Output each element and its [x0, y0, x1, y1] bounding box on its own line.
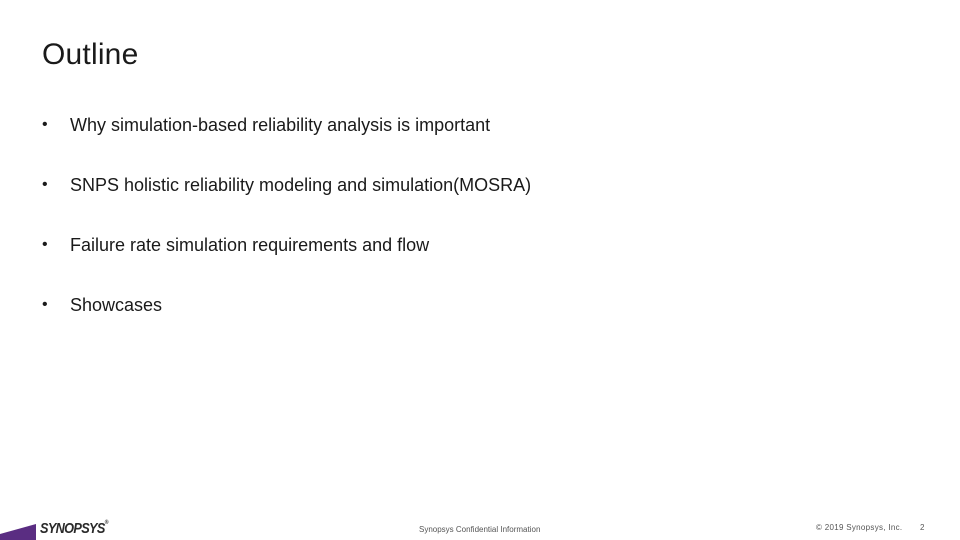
- bullet-text: SNPS holistic reliability modeling and simulation(MOSRA): [70, 174, 532, 195]
- bullet-item: [42, 174, 531, 196]
- bullet-item: [42, 294, 531, 316]
- page-number: 2: [920, 523, 925, 532]
- bullet-icon: •: [42, 236, 48, 253]
- bullet-icon: •: [42, 116, 48, 133]
- bullet-list: [42, 114, 531, 354]
- bullet-text: Why simulation-based reliability analysis is important: [70, 114, 491, 135]
- bullet-icon: •: [42, 296, 48, 313]
- bullet-item: [42, 114, 531, 136]
- copyright-notice: © 2019 Synopsys, Inc.: [816, 523, 903, 532]
- footer-accent-bar: [0, 520, 36, 540]
- bullet-icon: •: [42, 176, 48, 193]
- synopsys-logo: SYNOPSYS®: [40, 520, 108, 537]
- bullet-item: [42, 234, 531, 256]
- bullet-text: Showcases: [70, 294, 163, 315]
- confidential-notice: Synopsys Confidential Information: [419, 525, 541, 534]
- bullet-text: Failure rate simulation requirements and flow: [70, 234, 430, 255]
- logo-text: SYNOPSYS: [40, 520, 105, 537]
- slide-title: Outline: [42, 38, 139, 71]
